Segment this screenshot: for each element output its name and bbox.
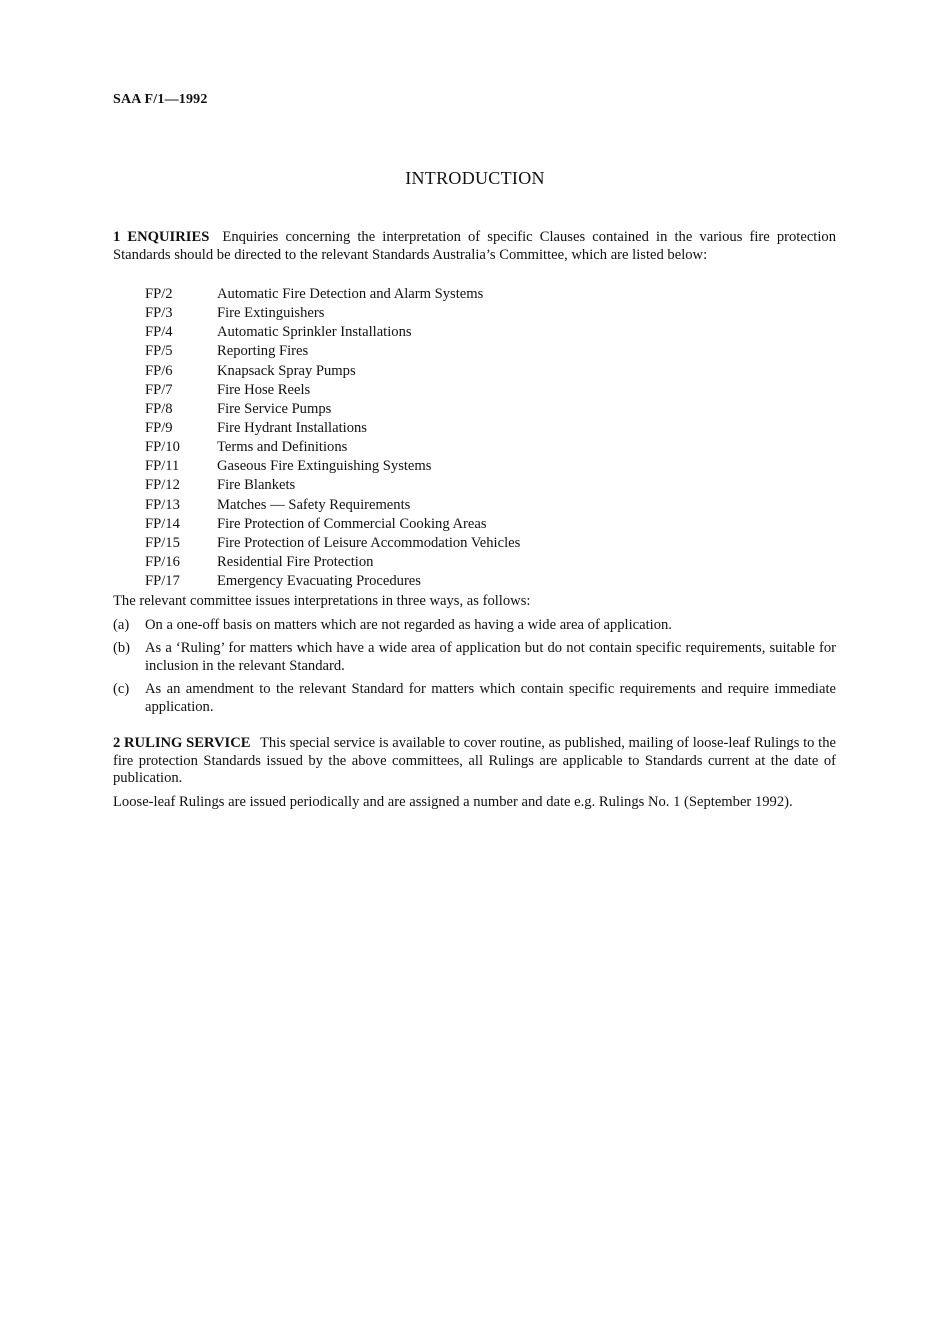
committee-code: FP/4	[145, 324, 173, 341]
committee-item	[145, 438, 836, 457]
ways-item	[113, 640, 836, 675]
committee-name: Fire Hydrant Installations	[217, 419, 367, 436]
section-enquiries-paragraph	[113, 229, 836, 264]
committee-code: FP/2	[145, 286, 173, 302]
committee-code: FP/3	[145, 305, 173, 322]
committee-code: FP/6	[145, 362, 173, 379]
committee-name: Automatic Sprinkler Installations	[217, 324, 412, 341]
committee-name: Emergency Evacuating Procedures	[217, 573, 421, 590]
committee-item	[145, 534, 836, 553]
committee-code: FP/12	[145, 477, 180, 494]
ways-item-label: (c)	[113, 681, 130, 698]
committee-code: FP/11	[145, 458, 180, 475]
committee-name: Gaseous Fire Extinguishing Systems	[217, 458, 432, 475]
interpretation-ways-list	[113, 617, 836, 717]
section-enquiries-heading: 1 ENQUIRIES	[113, 229, 210, 245]
committee-name: Fire Extinguishers	[217, 305, 325, 322]
section-ruling-service-heading: 2 RULING SERVICE	[113, 735, 251, 752]
committee-code: FP/17	[145, 573, 180, 590]
committee-code: FP/13	[145, 496, 180, 513]
ways-item	[113, 617, 836, 635]
committee-name: Fire Protection of Commercial Cooking Areas	[217, 515, 487, 532]
committee-item	[145, 553, 836, 572]
committee-item	[145, 515, 836, 534]
committee-name: Reporting Fires	[217, 343, 309, 360]
committee-code: FP/8	[145, 400, 173, 417]
committee-item	[145, 572, 836, 591]
committee-code: FP/10	[145, 439, 180, 456]
committee-name: Automatic Fire Detection and Alarm Systems	[217, 286, 484, 302]
section-ruling-service-text: This special service is available to cover routine, as published, mailing of loose-leaf Rulings to the fire protection Standards issued by the above committees, all Rulings are applicable to Standards current at the date of publication.	[113, 735, 836, 787]
ways-item	[113, 681, 836, 716]
ways-item-label: (a)	[113, 616, 130, 633]
committee-code: FP/16	[145, 553, 180, 570]
rulings-paragraph: Loose-leaf Rulings are issued periodically and are assigned a number and date e.g. Rulings No. 1 (September 1992).	[113, 793, 793, 810]
committee-code: FP/7	[145, 381, 173, 398]
committee-item	[145, 400, 836, 419]
document-body	[113, 229, 836, 811]
committee-item	[145, 496, 836, 515]
committee-name: Fire Blankets	[217, 477, 296, 494]
committee-item	[145, 381, 836, 400]
section-ruling-service-paragraph	[113, 735, 836, 788]
committee-code: FP/15	[145, 534, 180, 551]
committee-item	[145, 342, 836, 361]
page-title: INTRODUCTION	[405, 168, 545, 188]
ways-item-text: As an amendment to the relevant Standard for matters which contain specific requirements and require immediate application.	[145, 681, 836, 715]
committee-item	[145, 323, 836, 342]
committee-code: FP/5	[145, 343, 173, 360]
ways-intro: The relevant committee issues interpretations in three ways, as follows:	[113, 593, 531, 610]
committee-code: FP/14	[145, 515, 180, 532]
committee-name: Terms and Definitions	[217, 439, 348, 456]
committee-name: Matches — Safety Requirements	[217, 496, 411, 513]
document-code-header: SAA F/1—1992	[113, 92, 208, 107]
ways-item-text: On a one-off basis on matters which are not regarded as having a wide area of application.	[145, 616, 672, 633]
committee-item	[145, 457, 836, 476]
committee-name: Fire Hose Reels	[217, 381, 311, 398]
committee-item	[145, 419, 836, 438]
committee-name: Knapsack Spray Pumps	[217, 362, 356, 379]
ways-item-text: As a ‘Ruling’ for matters which have a wide area of application but do not contain specific requirements, suitable for inclusion in the relevant Standard.	[145, 640, 836, 674]
committee-item	[145, 362, 836, 381]
section-enquiries-text: Enquiries concerning the interpretation of specific Clauses contained in the various fire protection Standards should be directed to the relevant Standards Australia’s Committee, which are listed below:	[113, 229, 836, 263]
committee-item	[145, 304, 836, 323]
committee-name: Residential Fire Protection	[217, 553, 374, 570]
committee-list	[145, 285, 836, 591]
committee-name: Fire Service Pumps	[217, 400, 332, 417]
ways-item-label: (b)	[113, 640, 131, 657]
committee-item	[145, 476, 836, 495]
committee-item	[145, 285, 836, 304]
committee-name: Fire Protection of Leisure Accommodation Vehicles	[217, 534, 521, 551]
committee-code: FP/9	[145, 419, 173, 436]
